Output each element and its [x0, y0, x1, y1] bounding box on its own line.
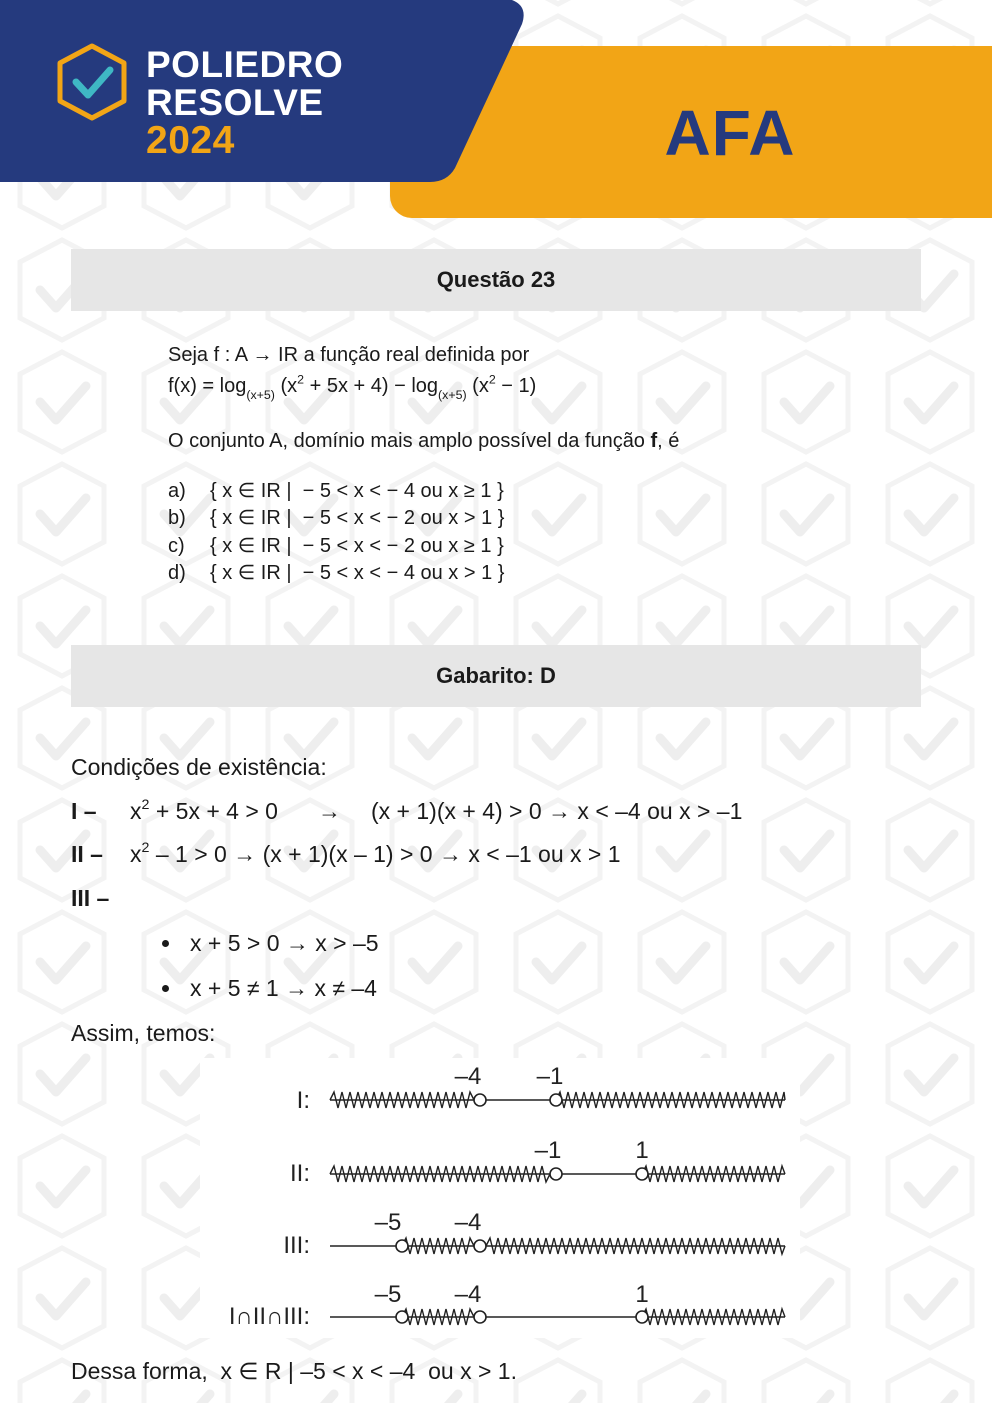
answer-title-bar: Gabarito: D — [71, 645, 921, 707]
question-title-bar: Questão 23 — [71, 249, 921, 311]
tick-label: –5 — [374, 1281, 402, 1308]
summary-text: Assim, temos: — [71, 1020, 216, 1046]
exam-title: AFA — [664, 97, 796, 169]
tick-label: –4 — [454, 1209, 482, 1236]
check-hexagon-icon — [54, 42, 130, 122]
condition-i-result: (x + 1)(x + 4) > 0 → x < –4 ou x > –1 — [371, 798, 743, 824]
open-point — [396, 1240, 408, 1252]
condition-ii-text: $x^2 - 1 > 0 \to (x + 1)(x - 1) > 0 \to x < -1$ ou x > 1 — [130, 840, 621, 867]
open-point — [550, 1094, 562, 1106]
open-point — [474, 1094, 486, 1106]
number-line-label-i: I: — [296, 1087, 310, 1114]
open-point — [636, 1311, 648, 1323]
bullet-icon — [162, 940, 169, 947]
tick-label: –4 — [454, 1281, 482, 1308]
brand-line-2: RESOLVE — [146, 82, 324, 123]
open-point — [550, 1168, 562, 1180]
number-line-diagram — [200, 1058, 800, 1338]
number-line-label-iii: III: — [283, 1232, 310, 1259]
condition-i-arrow: → — [318, 798, 341, 824]
option-c: c) { x ∈ IR | − 5 < x < − 2 ou x ≥ 1 } — [168, 535, 504, 557]
brand-year: 2024 — [146, 119, 235, 162]
number-line-label-intersection: I∩II∩III: — [228, 1303, 310, 1330]
option-d: d) { x ∈ IR | − 5 < x < − 4 ou x > 1 } — [168, 562, 505, 584]
option-a: a) { x ∈ IR | − 5 < x < − 4 ou x ≥ 1 } — [168, 480, 504, 502]
condition-i-inequality: $x^2 + 5x + 4 > 0$ — [130, 797, 278, 824]
open-point — [474, 1240, 486, 1252]
condition-iii-label: III – — [71, 885, 110, 911]
brand-logo-text — [146, 46, 343, 160]
condition-iii-item-2: x + 5 ≠ 1 → x ≠ –4 — [190, 975, 377, 1001]
tick-label: 1 — [635, 1281, 649, 1308]
tick-label: –4 — [454, 1063, 482, 1090]
bullet-icon — [162, 985, 169, 992]
brand-line-1: POLIEDRO — [146, 44, 344, 85]
condition-iii-item-1: x + 5 > 0 → x > –5 — [190, 930, 379, 956]
solution-heading: Condições de existência: — [71, 754, 327, 780]
condition-i-label: I – — [71, 798, 97, 824]
question-formula: $f(x) = \log_{(x+5)} (x^2 + 5x + 4) - \log_{(x+5)} (x^2 - 1)$ — [168, 372, 537, 402]
condition-ii-label: II – — [71, 841, 103, 867]
option-b: b) { x ∈ IR | − 5 < x < − 2 ou x > 1 } — [168, 507, 505, 529]
conclusion-text: Dessa forma, x ∈ R | –5 < x < –4 ou x > 1. — [71, 1358, 517, 1384]
tick-label: –1 — [534, 1137, 562, 1164]
number-line-label-ii: II: — [289, 1160, 310, 1187]
tick-label: –1 — [536, 1063, 564, 1090]
question-intro: Seja f : A → IR a função real definida por — [168, 344, 530, 366]
tick-label: –5 — [374, 1209, 402, 1236]
tick-label: 1 — [635, 1137, 649, 1164]
question-prompt: O conjunto A, domínio mais amplo possível da função f, é — [168, 430, 680, 452]
open-point — [636, 1168, 648, 1180]
open-point — [474, 1311, 486, 1323]
open-point — [396, 1311, 408, 1323]
